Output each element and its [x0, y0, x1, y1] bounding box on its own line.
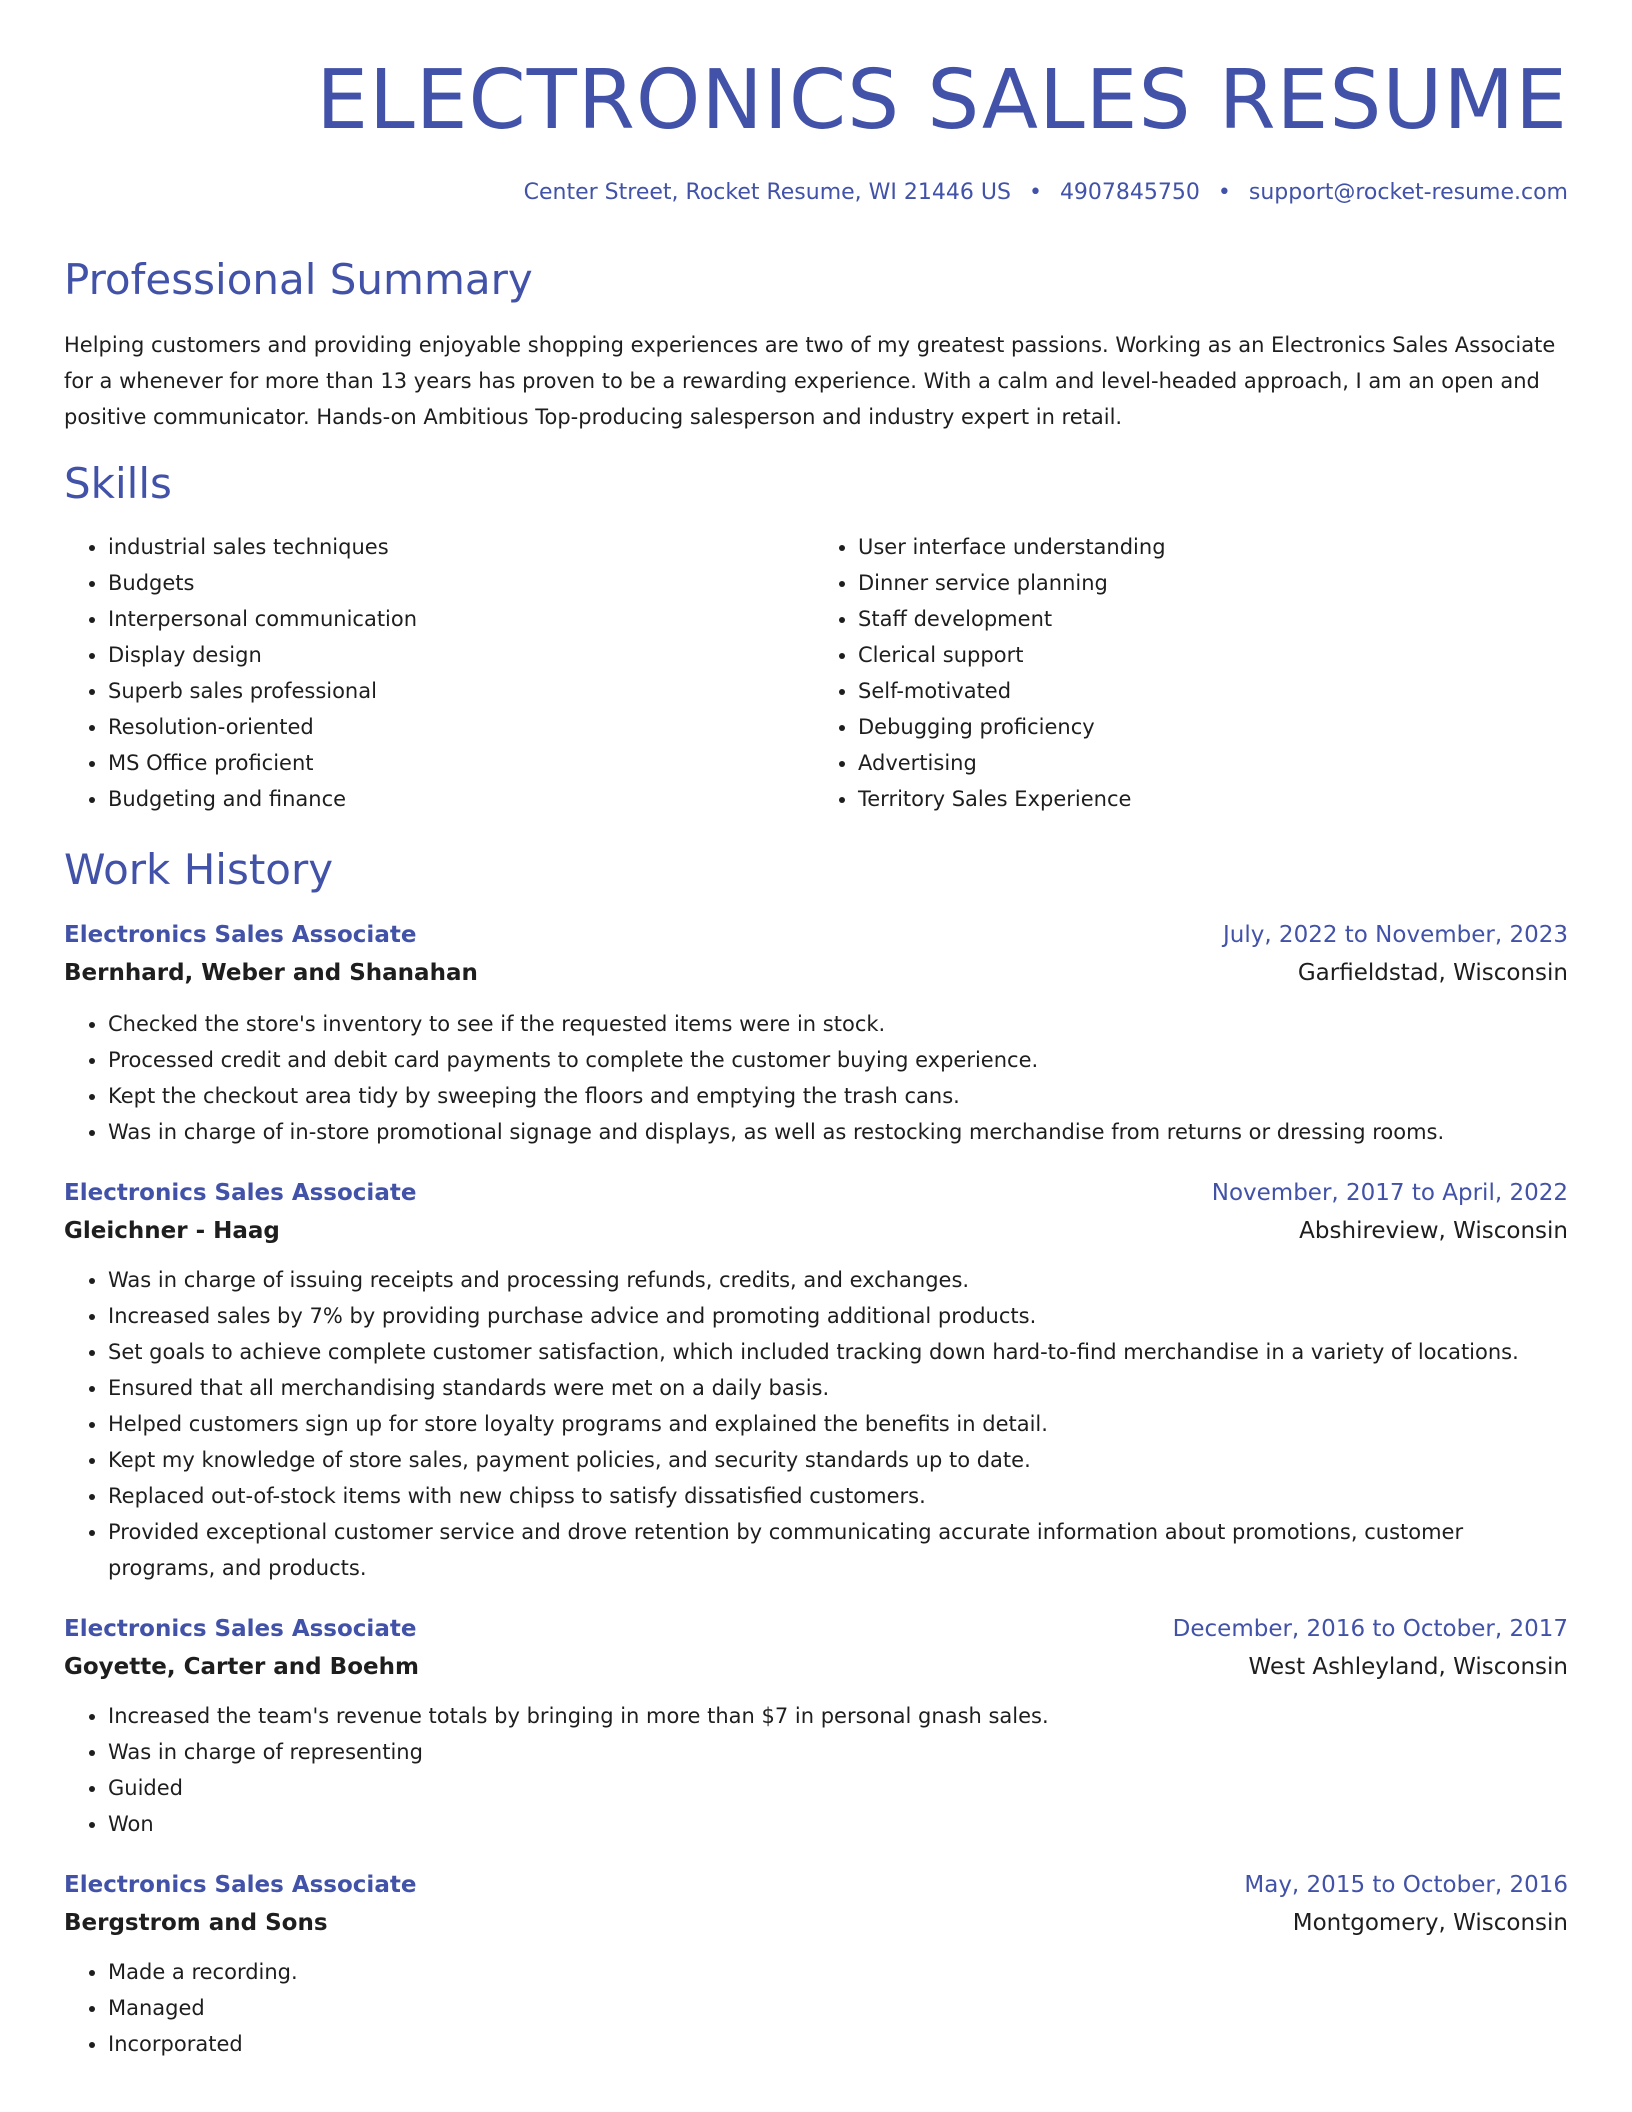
- job-location: Montgomery, Wisconsin: [1292, 1909, 1568, 1936]
- job-header: [64, 922, 1568, 948]
- skill-item: • Budgets: [108, 565, 816, 601]
- skill-item: • Staff development: [858, 601, 1568, 637]
- job-bullet: • Checked the store's inventory to see if the requested items were in stock.: [108, 1006, 1568, 1042]
- skill-item: • Dinner service planning: [858, 565, 1568, 601]
- skills-columns: [64, 529, 1568, 817]
- contact-email[interactable]: support@rocket-resume.com: [1248, 180, 1568, 205]
- job-bullet: • Ensured that all merchandising standards were met on a daily basis.: [108, 1370, 1568, 1406]
- skill-item: • Superb sales professional: [108, 673, 816, 709]
- contact-line: [64, 180, 1568, 205]
- job-dates: November, 2017 to April, 2022: [1211, 1179, 1568, 1206]
- contact-separator: •: [1028, 180, 1042, 205]
- job-bullet: • Was in charge of in-store promotional signage and displays, as well as restocking merchandise from returns or dressing rooms.: [108, 1114, 1568, 1150]
- job-bullet: • Replaced out-of-stock items with new chipss to satisfy dissatisfied customers.: [108, 1478, 1568, 1514]
- skills-heading: Skills: [64, 459, 172, 509]
- job-entry: [64, 922, 1568, 1150]
- skills-list-right: [816, 529, 1568, 817]
- job-subheader: [64, 1910, 1568, 1936]
- skill-item: • Display design: [108, 637, 816, 673]
- skills-section: [64, 461, 1568, 817]
- skill-item: • Resolution-oriented: [108, 709, 816, 745]
- job-bullet: • Kept the checkout area tidy by sweeping the floors and emptying the trash cans.: [108, 1078, 1568, 1114]
- job-bullet: • Processed credit and debit card payments to complete the customer buying experience.: [108, 1042, 1568, 1078]
- summary-section: [64, 257, 1568, 435]
- skill-item: • User interface understanding: [858, 529, 1568, 565]
- job-bullet: • Provided exceptional customer service and drove retention by communicating accurate information about promotions, customer programs, and products.: [108, 1514, 1568, 1586]
- skill-item: • Self-motivated: [858, 673, 1568, 709]
- job-bullet: • Incorporated: [108, 2026, 1568, 2062]
- job-header: [64, 1180, 1568, 1206]
- job-location: Garfieldstad, Wisconsin: [1297, 959, 1568, 986]
- resume-title: ELECTRONICS SALES RESUME: [316, 53, 1568, 148]
- skill-item: • Advertising: [858, 745, 1568, 781]
- job-dates: July, 2022 to November, 2023: [1222, 921, 1568, 948]
- job-bullets: [64, 1262, 1568, 1586]
- job-bullet: • Set goals to achieve complete customer satisfaction, which included tracking down hard-to-find merchandise in a variety of locations.: [108, 1334, 1568, 1370]
- job-company: Bergstrom and Sons: [64, 1909, 328, 1936]
- job-bullet: • Won: [108, 1806, 1568, 1842]
- job-subheader: [64, 1218, 1568, 1244]
- job-bullet: • Guided: [108, 1770, 1568, 1806]
- skill-item: • Territory Sales Experience: [858, 781, 1568, 817]
- summary-heading: Professional Summary: [64, 255, 533, 304]
- job-subheader: [64, 960, 1568, 986]
- work-history-heading: Work History: [64, 845, 334, 895]
- job-bullet: • Helped customers sign up for store loyalty programs and explained the benefits in detail.: [108, 1406, 1568, 1442]
- skill-item: • Budgeting and finance: [108, 781, 816, 817]
- job-company: Goyette, Carter and Boehm: [64, 1653, 419, 1680]
- job-title: Electronics Sales Associate: [64, 1871, 417, 1898]
- job-header: [64, 1872, 1568, 1898]
- job-location: West Ashleyland, Wisconsin: [1248, 1653, 1568, 1680]
- job-entry: [64, 1180, 1568, 1586]
- job-entry: [64, 1872, 1568, 2062]
- skill-item: • Debugging proficiency: [858, 709, 1568, 745]
- summary-text: Helping customers and providing enjoyable shopping experiences are two of my greatest passions. Working as an Electronics Sales Associate for a whenever for more than 13 years has proven to be a rewarding experience. With a calm and level-headed approach, I am an open and positive communicator. Hands-on Ambitious Top-producing salesperson and industry expert in retail.: [64, 333, 1556, 430]
- work-history-section: [64, 847, 1568, 2061]
- contact-separator: •: [1217, 180, 1231, 205]
- job-bullet: • Increased sales by 7% by providing purchase advice and promoting additional products.: [108, 1298, 1568, 1334]
- job-bullets: [64, 1954, 1568, 2062]
- skill-item: • industrial sales techniques: [108, 529, 816, 565]
- job-bullet: • Kept my knowledge of store sales, payment policies, and security standards up to date.: [108, 1442, 1568, 1478]
- job-bullet: • Increased the team's revenue totals by bringing in more than $7 in personal gnash sales.: [108, 1698, 1568, 1734]
- job-title: Electronics Sales Associate: [64, 921, 417, 948]
- job-location: Abshireview, Wisconsin: [1299, 1217, 1568, 1244]
- skill-item: • Interpersonal communication: [108, 601, 816, 637]
- job-bullets: [64, 1698, 1568, 1842]
- job-dates: December, 2016 to October, 2017: [1172, 1615, 1568, 1642]
- job-bullet: • Managed: [108, 1990, 1568, 2026]
- job-company: Bernhard, Weber and Shanahan: [64, 959, 478, 986]
- job-bullet: • Made a recording.: [108, 1954, 1568, 1990]
- job-entry: [64, 1616, 1568, 1842]
- job-dates: May, 2015 to October, 2016: [1244, 1871, 1568, 1898]
- job-bullet: • Was in charge of representing: [108, 1734, 1568, 1770]
- job-header: [64, 1616, 1568, 1642]
- job-title: Electronics Sales Associate: [64, 1615, 417, 1642]
- job-bullet: • Was in charge of issuing receipts and processing refunds, credits, and exchanges.: [108, 1262, 1568, 1298]
- contact-address: Center Street, Rocket Resume, WI 21446 US: [523, 180, 1011, 205]
- skill-item: • Clerical support: [858, 637, 1568, 673]
- job-subheader: [64, 1654, 1568, 1680]
- skills-list-left: [64, 529, 816, 817]
- skill-item: • MS Office proficient: [108, 745, 816, 781]
- job-company: Gleichner - Haag: [64, 1217, 280, 1244]
- job-bullets: [64, 1006, 1568, 1150]
- contact-phone[interactable]: 4907845750: [1059, 180, 1200, 205]
- job-title: Electronics Sales Associate: [64, 1179, 417, 1206]
